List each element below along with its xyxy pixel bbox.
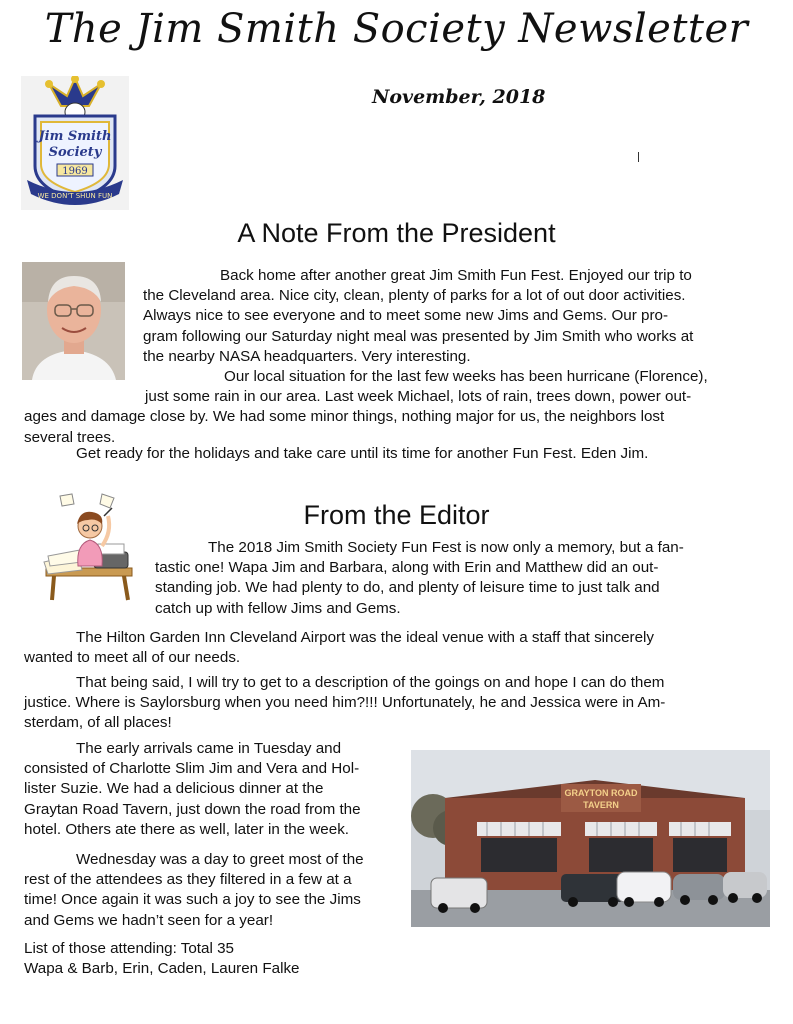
society-logo <box>21 76 129 210</box>
editor-paragraph-2: The Hilton Garden Inn Cleveland Airport was the ideal venue with a staff that sincerely wanted to meet all of our needs. <box>24 629 655 667</box>
editor-heading: From the Editor <box>303 500 490 530</box>
attendance-names: Wapa & Barb, Erin, Caden, Lauren Falke <box>24 960 300 978</box>
editor-paragraph-4: The early arrivals came in Tuesday and consisted of Charlotte Slim Jim and Vera and Hol- lister Suzie. We had a delicious dinner at the Graytan Road Tavern, just down the road from the hotel. Others ate there as well, later in the week. <box>24 740 361 838</box>
stray-mark <box>638 152 639 162</box>
editor-paragraph-5: Wednesday was a day to greet most of the rest of the attendees as they filtered in a few at a time! Once again it was such a joy to see the Jims and Gems we hadn’t seen for a year! <box>24 851 364 929</box>
attendance-list <box>24 939 409 979</box>
tavern-sign-line-2: TAVERN <box>583 800 619 810</box>
president-paragraph-2: Our local situation for the last few weeks has been hurricane (Florence), just some rain in our area. Last week Michael, lots of rain, trees down, power out- ages and damage close by. We had some minor things, nothing major for us, the neighbors lost several trees. <box>24 368 708 446</box>
svg-text:1969: 1969 <box>62 166 88 177</box>
president-photo <box>22 262 125 380</box>
newsletter-title: The Jim Smith Society Newsletter <box>44 6 749 52</box>
president-paragraph-3: Get ready for the holidays and take care until its time for another Fun Fest. Eden Jim. <box>76 445 649 462</box>
svg-text:Society: Society <box>48 145 102 160</box>
president-paragraph-1: Back home after another great Jim Smith Fun Fest. Enjoyed our trip to the Cleveland area. Nice city, clean, plenty of parks for a lot of out door activities. Always nice to see everyone and to meet some new Jims and Gems. Our pro- gram following our Saturday night meal was presented by Jim Smith who works at the nearby NASA headquarters. Very interesting. <box>143 267 694 365</box>
editor-paragraph-1: The 2018 Jim Smith Society Fun Fest is now only a memory, but a fan- tastic one! Wapa Jim and Barbara, along with Erin and Matthew did an out- standing job. We had plenty to do, and plenty of leisure time to just talk and catch up with fellow Jims and Gems. <box>155 539 684 617</box>
tavern-sign-line-1: GRAYTON ROAD <box>564 788 638 798</box>
editor-paragraph-3: That being said, I will try to get to a description of the goings on and hope I can do them justice. Where is Saylorsburg when you need him?!!! Unfortunately, he and Jessica were in Am- sterdam, of all places! <box>24 674 666 732</box>
president-heading: A Note From the President <box>237 218 556 248</box>
writer-cartoon <box>42 492 138 602</box>
logo-emblem <box>21 76 129 210</box>
tavern-photo <box>411 750 770 927</box>
svg-text:Jim Smith: Jim Smith <box>38 129 112 144</box>
issue-date: November, 2018 <box>372 86 546 108</box>
attendance-label: List of those attending: Total 35 <box>24 940 234 957</box>
svg-text:WE DON'T SHUN FUN: WE DON'T SHUN FUN <box>37 192 113 200</box>
